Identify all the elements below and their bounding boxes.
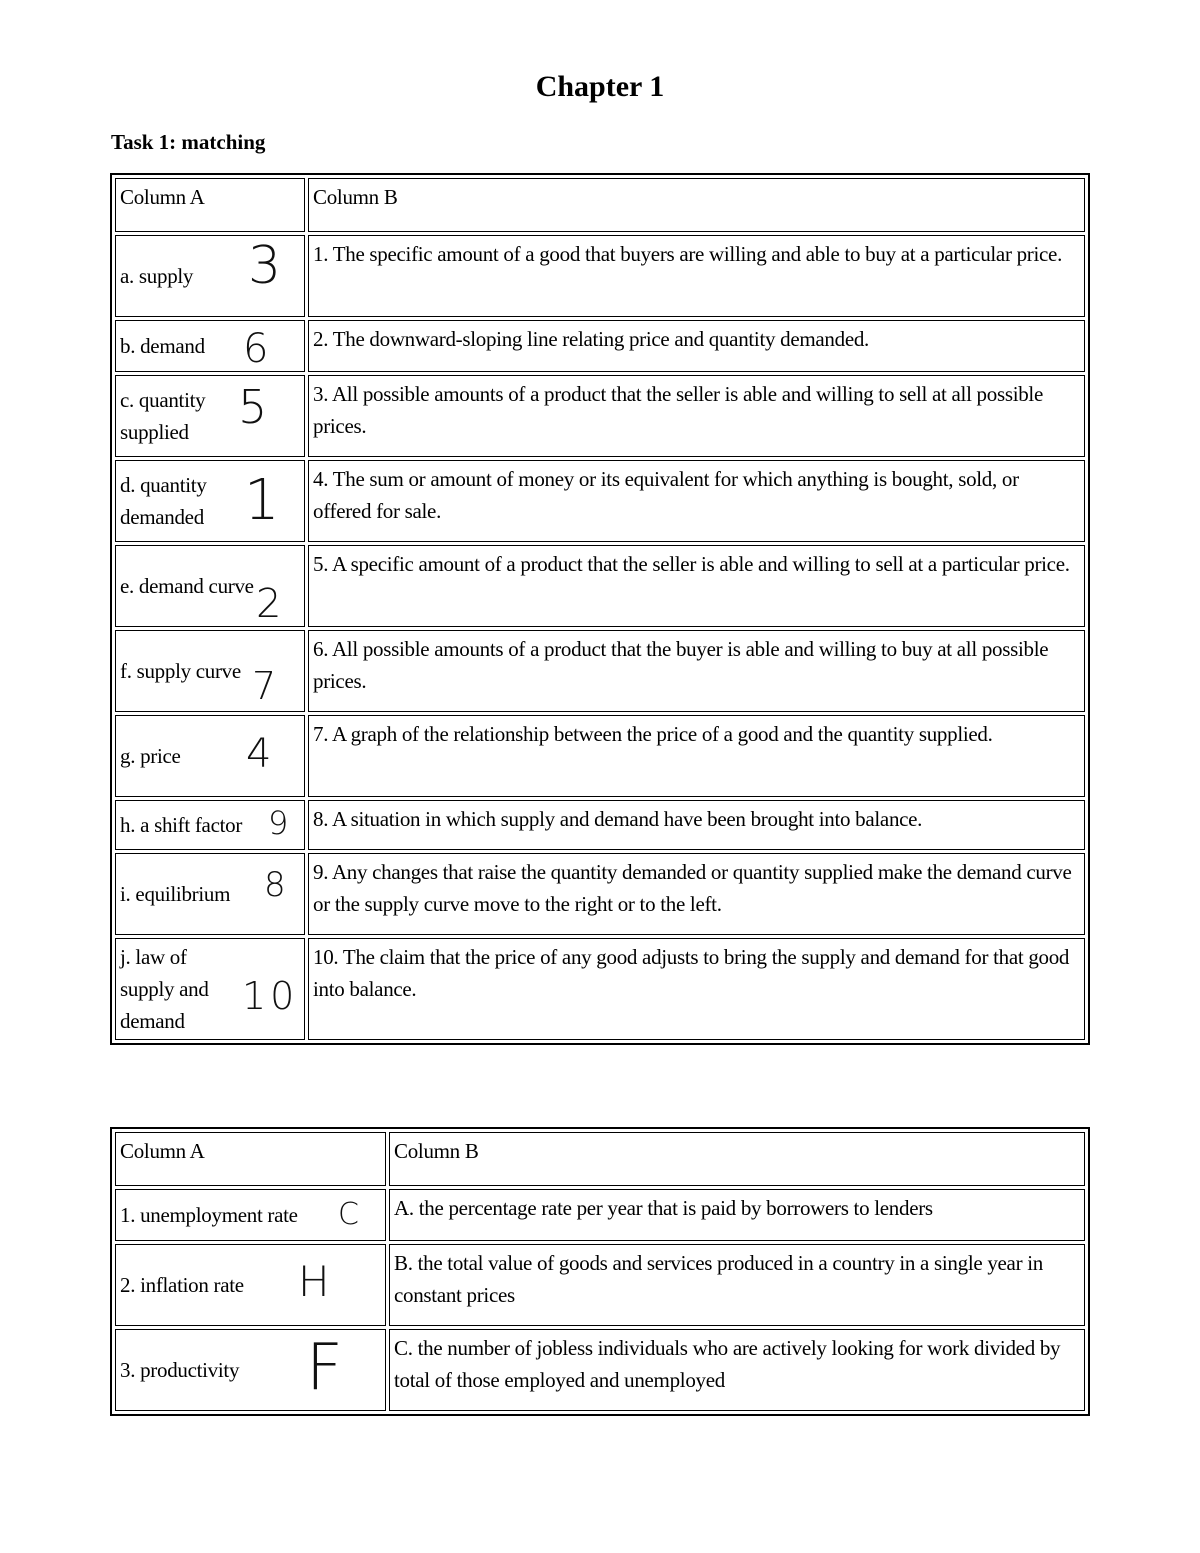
table-row: [115, 545, 1085, 627]
handwritten-answer: C: [338, 1197, 359, 1232]
term-cell: [115, 320, 305, 372]
table-row: [115, 460, 1085, 542]
definition-cell: 1. The specific amount of a good that buyers are willing and able to buy at a particular price.: [308, 235, 1085, 317]
handwritten-answer: 9: [268, 804, 289, 842]
term-cell: [115, 800, 305, 850]
definition-cell: 10. The claim that the price of any good adjusts to bring the supply and demand for that good into balance.: [308, 938, 1085, 1040]
column-a-header: Column A: [115, 1132, 386, 1186]
definition-cell: 4. The sum or amount of money or its equivalent for which anything is bought, sold, or offered for sale.: [308, 460, 1085, 542]
table-row: [115, 320, 1085, 372]
definition-cell: 2. The downward-sloping line relating price and quantity demanded.: [308, 320, 1085, 372]
term-cell: [115, 715, 305, 797]
handwritten-answer: 4: [246, 731, 272, 777]
term-cell: [115, 938, 305, 1040]
page-title: Chapter 1: [535, 70, 665, 103]
term-label: f. supply curve: [120, 659, 241, 683]
term-cell: [115, 460, 305, 542]
term-cell: [115, 853, 305, 935]
term-label: e. demand curve: [120, 574, 254, 598]
table-row: [115, 715, 1085, 797]
handwritten-answer: 8: [264, 865, 286, 905]
term-label: i. equilibrium: [120, 882, 231, 906]
column-b-header: Column B: [308, 178, 1085, 232]
definition-cell: 5. A specific amount of a product that the seller is able and willing to sell at a particular price.: [308, 545, 1085, 627]
handwritten-answer: F: [306, 1331, 343, 1405]
term-label: b. demand: [120, 334, 205, 358]
term-cell: [115, 235, 305, 317]
term-label: 3. productivity: [120, 1358, 240, 1382]
definition-cell: C. the number of jobless individuals who are actively looking for work divided by total of those employed and unemployed: [389, 1329, 1085, 1411]
column-b-header: Column B: [389, 1132, 1085, 1186]
term-cell: [115, 1329, 386, 1411]
table-row: [115, 375, 1085, 457]
matching-table-2: [110, 1127, 1090, 1416]
definition-cell: 9. Any changes that raise the quantity demanded or quantity supplied make the demand curve or the supply curve move to the right or to the left.: [308, 853, 1085, 935]
table-row: [115, 1189, 1085, 1241]
term-label: h. a shift factor: [120, 813, 243, 837]
handwritten-answer: 2: [256, 581, 282, 627]
definition-cell: 3. All possible amounts of a product that the seller is able and willing to sell at all possible prices.: [308, 375, 1085, 457]
term-cell: [115, 1189, 386, 1241]
table-row: [115, 1244, 1085, 1326]
matching-table-1: [110, 173, 1090, 1045]
table-row: [115, 800, 1085, 850]
handwritten-answer: H: [298, 1257, 330, 1306]
definition-cell: B. the total value of goods and services produced in a country in a single year in constant prices: [389, 1244, 1085, 1326]
handwritten-answer: 5: [238, 380, 267, 434]
table-row: [115, 630, 1085, 712]
term-cell: [115, 630, 305, 712]
table-row: [115, 1329, 1085, 1411]
term-label: 2. inflation rate: [120, 1273, 244, 1297]
table-header-row: [115, 178, 1085, 232]
definition-cell: 6. All possible amounts of a product that the buyer is able and willing to buy at all possible prices.: [308, 630, 1085, 712]
term-label: j. law of supply and demand: [120, 945, 209, 1033]
task-heading: Task 1: matching: [111, 130, 266, 154]
table-header-row: [115, 1132, 1085, 1186]
table-row: [115, 235, 1085, 317]
term-label: c. quantity supplied: [120, 388, 206, 444]
term-cell: [115, 545, 305, 627]
column-a-header: Column A: [115, 178, 305, 232]
handwritten-answer: 6: [243, 326, 269, 372]
term-label: d. quantity demanded: [120, 473, 207, 529]
table-row: [115, 853, 1085, 935]
definition-cell: A. the percentage rate per year that is paid by borrowers to lenders: [389, 1189, 1085, 1241]
handwritten-answer: 10: [242, 974, 299, 1018]
handwritten-answer: 7: [252, 664, 276, 708]
term-cell: [115, 1244, 386, 1326]
handwritten-answer: 1: [244, 468, 280, 533]
table-row: [115, 938, 1085, 1040]
definition-cell: 7. A graph of the relationship between the price of a good and the quantity supplied.: [308, 715, 1085, 797]
term-cell: [115, 375, 305, 457]
handwritten-answer: 3: [248, 236, 281, 296]
term-label: 1. unemployment rate: [120, 1203, 298, 1227]
term-label: g. price: [120, 744, 181, 768]
definition-cell: 8. A situation in which supply and demand have been brought into balance.: [308, 800, 1085, 850]
term-label: a. supply: [120, 264, 194, 288]
